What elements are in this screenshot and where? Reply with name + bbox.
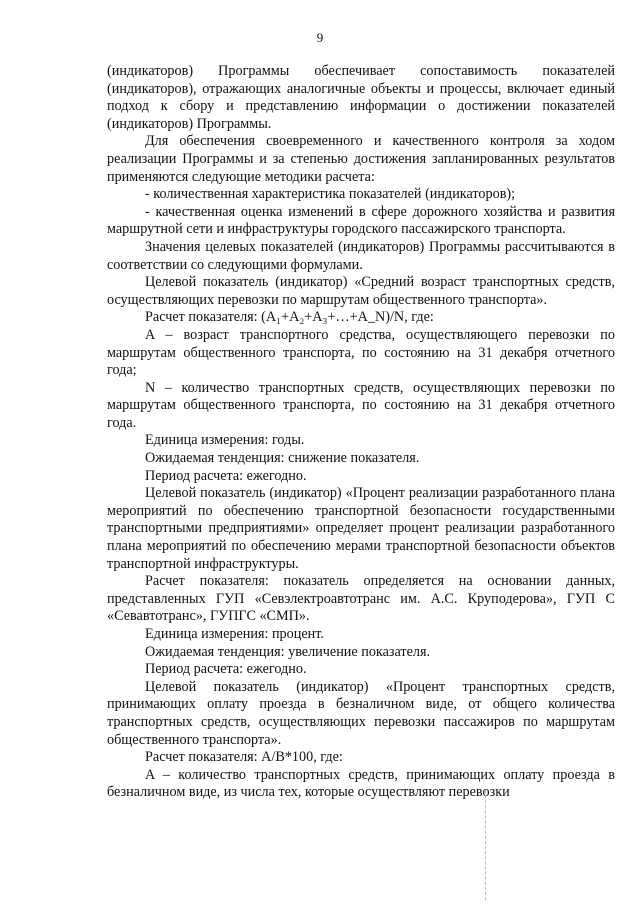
scan-artifact-line: [485, 790, 487, 900]
paragraph: Ожидаемая тенденция: снижение показателя.: [145, 450, 420, 467]
document-body: [107, 63, 615, 802]
page-number: 9: [316, 30, 324, 45]
paragraph: N – количество транспортных средств, осуществляющих перевозки по маршрутам общественного транспорта, по состоянию на 31 декабря отчетного года.: [107, 379, 615, 431]
paragraph: A – количество транспортных средств, принимающих оплату проезда в безналичном виде, из числа тех, которые осуществляют перевозки: [107, 766, 615, 801]
paragraph: Расчет показателя: A/B*100, где:: [145, 749, 343, 766]
paragraph: - качественная оценка изменений в сфере дорожного хозяйства и развития маршрутной сети и инфраструктуры городского пассажирского транспорта.: [107, 203, 615, 238]
paragraph: Расчет показателя: (A₁+A₂+A₃+…+A_N)/N, где:: [145, 309, 434, 326]
paragraph: Расчет показателя: показатель определяется на основании данных, представленных ГУП «Севэлектроавтотранс им. А.С. Круподерова», ГУП С «Севавтотранс», ГУПГС «СМП».: [107, 573, 615, 625]
paragraph: A – возраст транспортного средства, осуществляющего перевозки по маршрутам общественного транспорта, по состоянию на 31 декабря отчетного года;: [107, 326, 615, 379]
paragraph: Для обеспечения своевременного и качественного контроля за ходом реализации Программы и за степенью достижения запланированных результатов применяются следующие методики расчета:: [107, 133, 615, 185]
paragraph: Целевой показатель (индикатор) «Процент реализации разработанного плана мероприятий по обеспечению транспортной безопасности государственными транспортными предприятиями» определяет процент реализации разработанного плана мероприятий по обеспечению мерами транспортной безопасности объектов транспортной инфраструктуры.: [107, 485, 615, 572]
paragraph: Единица измерения: годы.: [145, 432, 305, 449]
paragraph: Целевой показатель (индикатор) «Средний возраст транспортных средств, осуществляющих перевозки по маршрутам общественного транспорта».: [107, 274, 615, 308]
paragraph: Период расчета: ежегодно.: [145, 467, 307, 484]
paragraph: Значения целевых показателей (индикаторов) Программы рассчитываются в соответствии со следующими формулами.: [107, 238, 615, 273]
paragraph: Период расчета: ежегодно.: [145, 661, 307, 678]
paragraph: - количественная характеристика показателей (индикаторов);: [145, 186, 516, 203]
paragraph: Целевой показатель (индикатор) «Процент транспортных средств, принимающих оплату проезда в безналичном виде, от общего количества транспортных средств, осуществляющих перевозки пассажиров по маршрутам общественного транспорта».: [107, 678, 615, 748]
paragraph: Ожидаемая тенденция: увеличение показателя.: [145, 643, 431, 660]
paragraph: (индикаторов) Программы обеспечивает сопоставимость показателей (индикаторов), отражающих аналогичные объекты и процессы, включает единый подход к сбору и представлению информации о достижении показателей (индикаторов) Программы.: [107, 63, 615, 132]
paragraph: Единица измерения: процент.: [145, 626, 324, 642]
